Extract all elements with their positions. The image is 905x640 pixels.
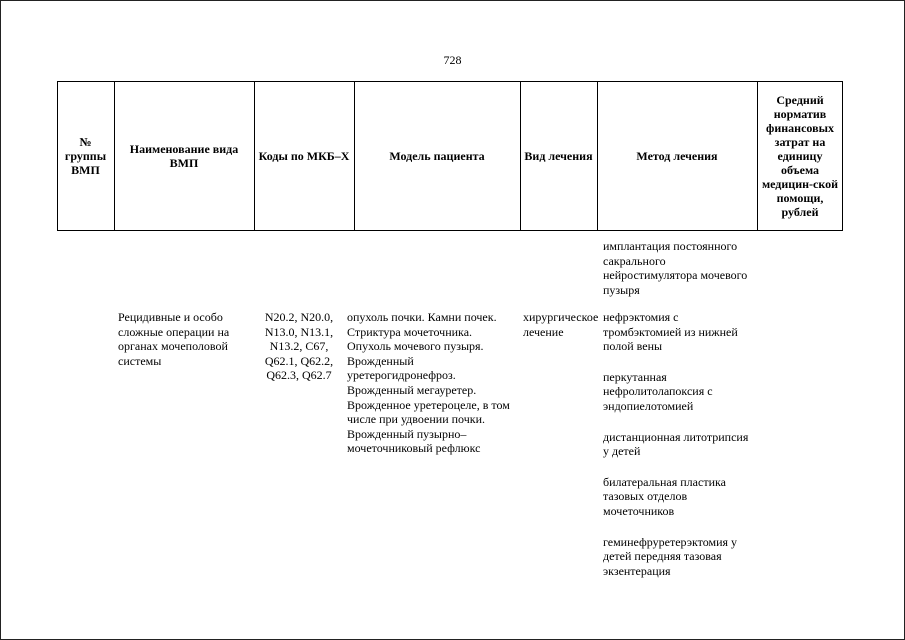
header-codes: Коды по МКБ–Х xyxy=(254,81,354,231)
header-name: Наименование вида ВМП xyxy=(114,81,254,231)
method-item: дистанционная литотрипсия у детей xyxy=(603,429,749,459)
row-codes: N20.2, N20.0, N13.0, N13.1, N13.2, C67, Q62.1, Q62.2, Q62.3, Q62.7 xyxy=(264,310,334,383)
column-divider xyxy=(57,81,58,231)
page-number: 728 xyxy=(443,53,462,67)
column-divider xyxy=(254,81,255,231)
row-type: хирургическое лечение xyxy=(523,310,599,339)
column-divider xyxy=(114,81,115,231)
row-name: Рецидивные и особо сложные операции на органах мочеполовой системы xyxy=(118,310,230,368)
header-method: Метод лечения xyxy=(597,81,757,231)
row-model: опухоль почки. Камни почек. Стриктура мочеточника. Опухоль мочевого пузыря. Врожденный уретерогидронефроз. Врожденный мегауретер. Врожденное уретероцеле, в том числе при удвоении почки. Врожденный пузырно–мочеточниковый рефлюкс xyxy=(347,310,510,456)
continued-method: имплантация постоянного сакрального нейростимулятора мочевого пузыря xyxy=(603,239,748,297)
column-divider xyxy=(757,81,758,231)
header-group: № группы ВМП xyxy=(57,81,114,231)
column-divider xyxy=(597,81,598,231)
header-model: Модель пациента xyxy=(354,81,520,231)
row-methods xyxy=(603,310,753,594)
column-divider xyxy=(354,81,355,231)
method-item: билатеральная пластика тазовых отделов мочеточников xyxy=(603,474,726,518)
column-divider xyxy=(842,81,843,231)
method-item: нефрэктомия с тромбэктомией из нижней полой вены xyxy=(603,310,738,354)
header-type: Вид лечения xyxy=(520,81,597,231)
header-cost: Средний норматив финансовых затрат на единицу объема медицин-ской помощи, рублей xyxy=(757,81,843,231)
method-item: перкутанная нефролитолапоксия с эндопиелотомией xyxy=(603,369,713,413)
column-divider xyxy=(520,81,521,231)
method-item: геминефруретерэктомия у детей передняя тазовая экзентерация xyxy=(603,534,738,578)
